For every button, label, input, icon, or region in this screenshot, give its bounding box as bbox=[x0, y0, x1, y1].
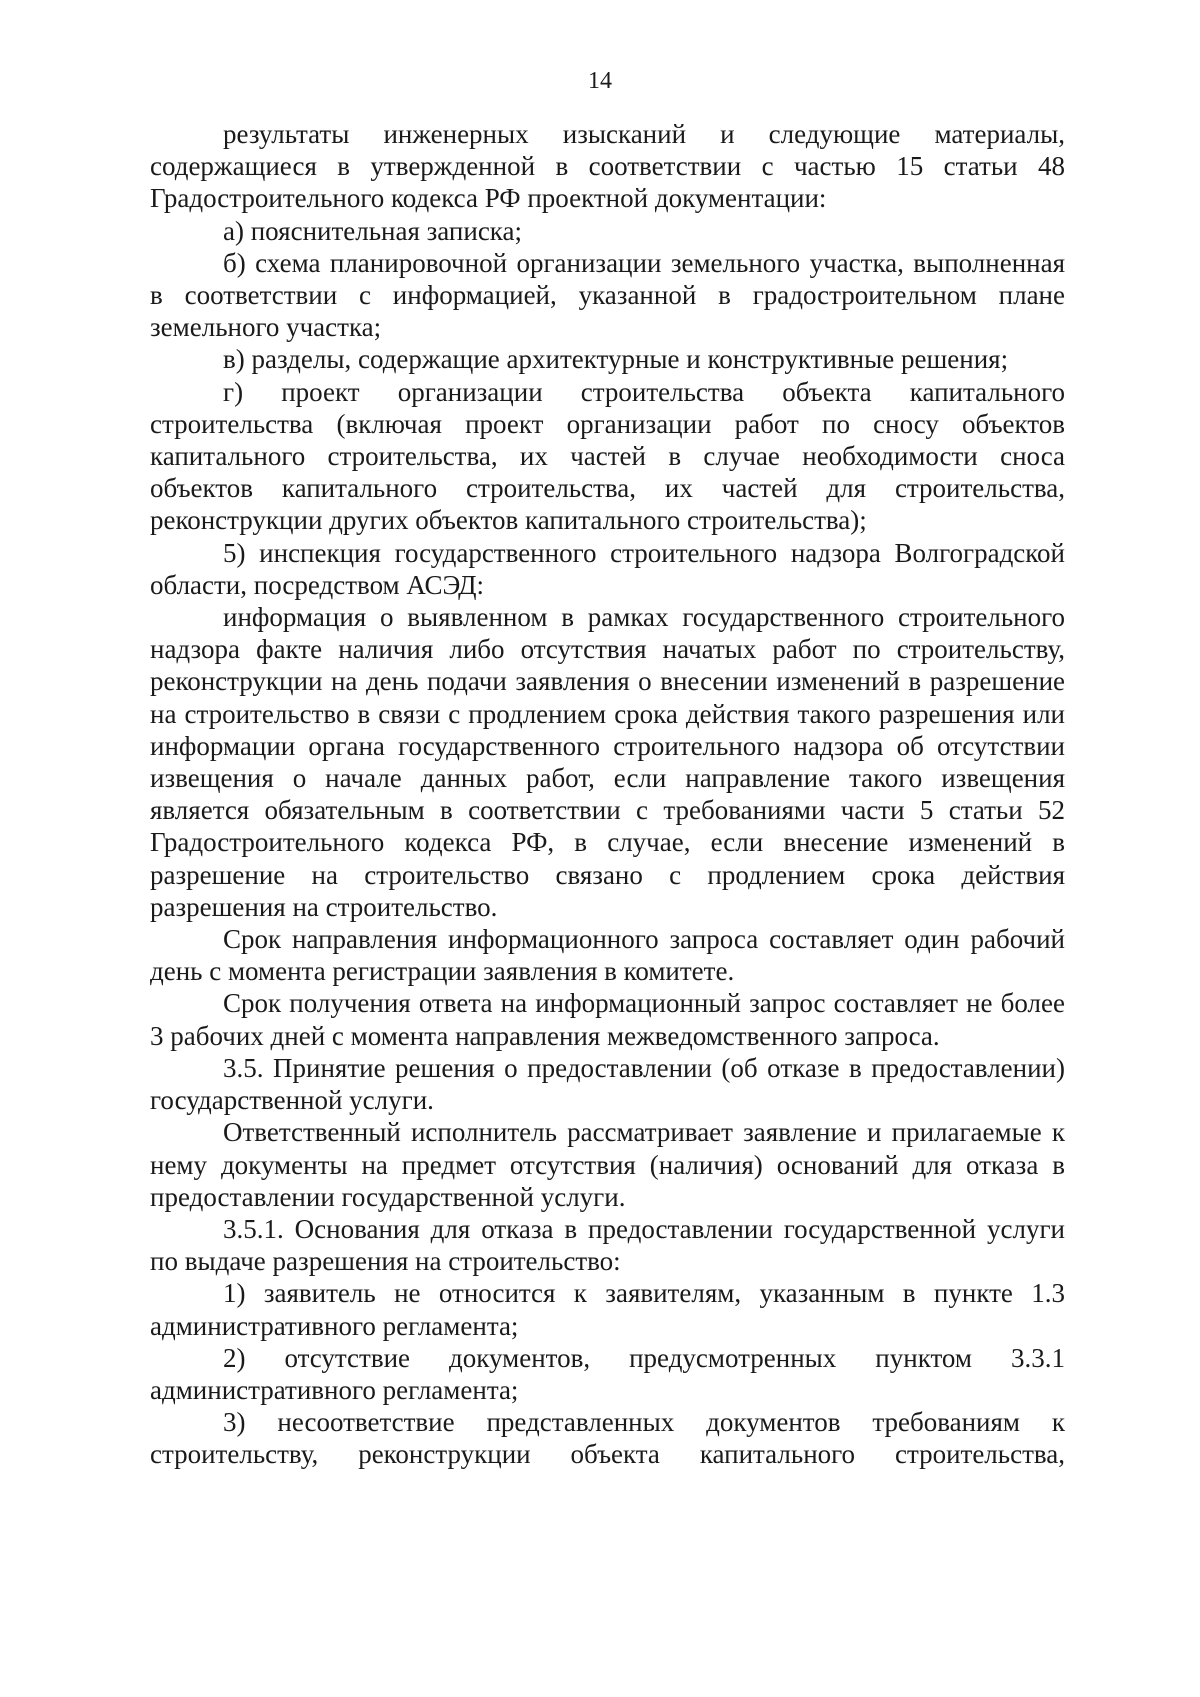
paragraph-ground-1: 1) заявитель не относится к заявителям, указанным в пункте 1.3 административного регламента; bbox=[150, 1278, 1065, 1341]
paragraph-response-deadline: Срок получения ответа на информационный запрос составляет не более 3 рабочих дней с момента направления межведомственного запроса. bbox=[150, 988, 1065, 1051]
paragraph-ground-3: 3) несоответствие представленных документов требованиям к строительству, реконструкции объекта капитального строительства, bbox=[150, 1407, 1065, 1470]
section-heading-3-5: 3.5. Принятие решения о предоставлении (об отказе в предоставлении) государственной услуги. bbox=[150, 1052, 1065, 1116]
paragraph-item-v: в) разделы, содержащие архитектурные и конструктивные решения; bbox=[223, 344, 1009, 375]
paragraph-item-a: а) пояснительная записка; bbox=[223, 215, 523, 246]
document-body bbox=[150, 118, 1065, 1471]
paragraph-inspection-info: информация о выявленном в рамках государственного строительного надзора факте наличия либо отсутствия начатых работ по строительству, реконструкции на день подачи заявления о внесении изменений в разрешение на строительство в связи с продлением срока действия такого разрешения или информации органа государственного строительного надзора об отсутствии извещения о начале данных работ, если направление такого извещения является обязательным в соответствии с требованиями части 5 статьи 52 Градостроительного кодекса РФ, в случае, если внесение изменений в разрешение на строительство связано с продлением срока действия разрешения на строительство. bbox=[150, 602, 1065, 922]
paragraph-executor-review: Ответственный исполнитель рассматривает заявление и прилагаемые к нему документы на предмет отсутствия (наличия) оснований для отказа в предоставлении государственной услуги. bbox=[150, 1117, 1065, 1212]
paragraph-item-b: б) схема планировочной организации земельного участка, выполненная в соответствии с информацией, указанной в градостроительном плане земельного участка; bbox=[150, 247, 1065, 343]
paragraph-ground-2: 2) отсутствие документов, предусмотренных пунктом 3.3.1 административного регламента; bbox=[150, 1342, 1065, 1405]
paragraph-item-5: 5) инспекция государственного строительного надзора Волгоградской области, посредством АСЭД: bbox=[150, 537, 1065, 600]
paragraph-request-deadline: Срок направления информационного запроса составляет один рабочий день с момента регистрации заявления в комитете. bbox=[150, 924, 1065, 987]
paragraph-item-g: г) проект организации строительства объекта капитального строительства (включая проект организации работ по сносу объектов капитального строительства, их частей в случае необходимости сноса объектов капитального строительства, их частей для строительства, реконструкции других объектов капитального строительства); bbox=[150, 376, 1065, 536]
paragraph-survey-results: результаты инженерных изысканий и следующие материалы, содержащиеся в утвержденной в соответствии с частью 15 статьи 48 Градостроительного кодекса РФ проектной документации: bbox=[150, 119, 1065, 214]
section-heading-3-5-1: 3.5.1. Основания для отказа в предоставлении государственной услуги по выдаче разрешения на строительство: bbox=[150, 1213, 1065, 1277]
page-number: 14 bbox=[588, 68, 612, 94]
